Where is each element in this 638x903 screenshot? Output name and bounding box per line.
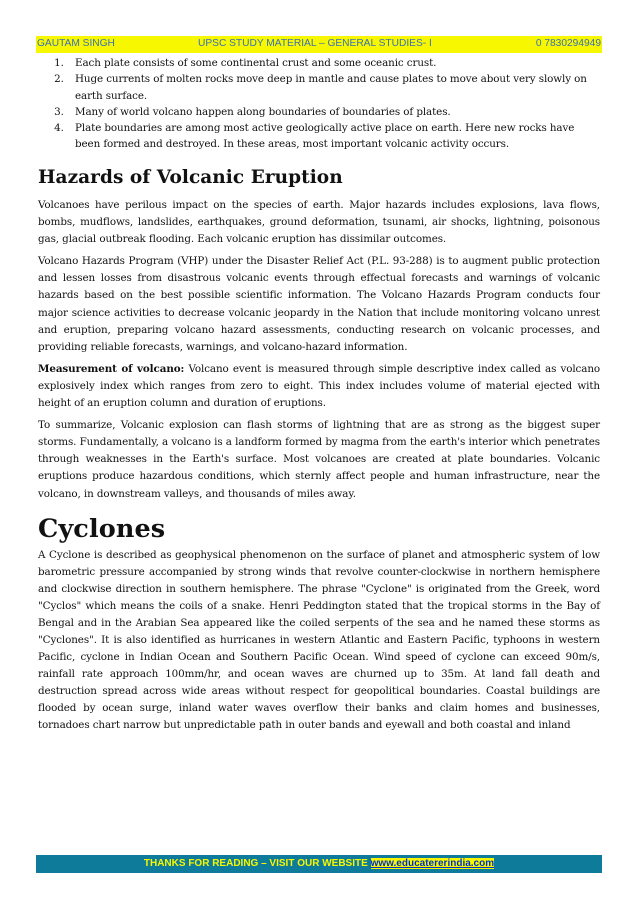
paragraph: A Cyclone is described as geophysical phenomenon on the surface of planet and atmospheric system of low barometric pressure accompanied by strong winds that revolve counter-clockwise in northern hemisphere and clockwise direction in southern hemisphere. The phrase "Cyclone" is originated from the Greek, word "Cyclos" which means the coils of a snake. Henri Peddington stated that the tropical storms in the Bay of Bengal and in the Arabian Sea appeared like the coiled serpents of the sea and he named these storms as "Cyclones". It is also identified as hurricanes in western Atlantic and Eastern Pacific, typhoons in western Pacific, cyclone in Indian Ocean and Southern Pacific Ocean. Wind speed of cyclone can exceed 90m/s, rainfall rate approach 100mm/hr, and ocean waves are churned up to 35m. At land fall death and destruction spread across wide areas without respect for geopolitical boundaries. Coastal buildings are flooded by ocean surge, inland water waves overflow their banks and claim homes and businesses, tornadoes chart narrow but unpredictable path in outer bands and eyewall and both coastal and inland xyxy=(38,548,600,732)
page-footer xyxy=(36,855,602,873)
measurement-text: Volcano event is measured through simple descriptive index called as volcano explosively index which ranges from zero to eight. This index includes volume of material ejected with height of an eruption column and duration of eruptions. xyxy=(38,362,601,410)
document-body xyxy=(38,55,600,739)
intro-list xyxy=(38,55,600,153)
paragraph: To summarize, Volcanic explosion can flash storms of lightning that are as strong as the biggest super storms. Fundamentally, a volcano is a landform formed by magma from the earth's interior which penetrates through weaknesses in the Earth's surface. Most volcanoes are created at plate boundaries. Volcanic eruptions produce hazardous conditions, which sternly affect people and human infrastructure, near the volcano, in downstream valleys, and thousands of miles away. xyxy=(38,418,600,500)
paragraph: Volcano Hazards Program (VHP) under the Disaster Relief Act (P.L. 93-288) is to augment public protection and lessen losses from disastrous volcanic events through effectual forecasts and warnings of volcanic hazards based on the best possible scientific information. The Volcano Hazards Program conducts four major science activities to decrease volcanic jeopardy in the Nation that include monitoring volcano unrest and eruption, preparing volcano hazard assessments, conducting research on volcanic processes, and providing reliable forecasts, warnings, and volcano-hazard information. xyxy=(38,254,600,353)
measurement-label: Measurement of volcano: xyxy=(38,362,185,375)
paragraph-measurement xyxy=(38,361,600,413)
list-item: 3. Many of world volcano happen along boundaries of boundaries of plates. xyxy=(67,104,600,120)
page-header xyxy=(36,36,602,53)
paragraph: Volcanoes have perilous impact on the species of earth. Major hazards includes explosions, lava flows, bombs, mudflows, landslides, earthquakes, ground deformation, tsunami, air shocks, lightning, poisonous gas, glacial outbreak flooding. Each volcanic eruption has dissimilar outcomes. xyxy=(38,198,600,246)
header-title: UPSC STUDY MATERIAL – GENERAL STUDIES- I xyxy=(198,38,432,49)
website-link[interactable]: www.educatererindia.com xyxy=(370,858,495,869)
footer-text: THANKS FOR READING – VISIT OUR WEBSITE xyxy=(143,858,371,869)
section-heading-cyclones: Cyclones xyxy=(38,513,166,544)
list-item: 1. Each plate consists of some continental crust and some oceanic crust. xyxy=(67,55,600,71)
list-item: 2. Huge currents of molten rocks move deep in mantle and cause plates to move about very slowly on earth surface. xyxy=(67,71,600,104)
section-heading-volcanic-hazards: Hazards of Volcanic Eruption xyxy=(38,166,343,188)
header-phone: 0 7830294949 xyxy=(535,38,601,49)
header-author: GAUTAM SINGH xyxy=(37,38,115,49)
list-item: 4. Plate boundaries are among most active geologically active place on earth. Here new rocks have been formed and destroyed. In these areas, most important volcanic activity occurs. xyxy=(67,120,600,153)
